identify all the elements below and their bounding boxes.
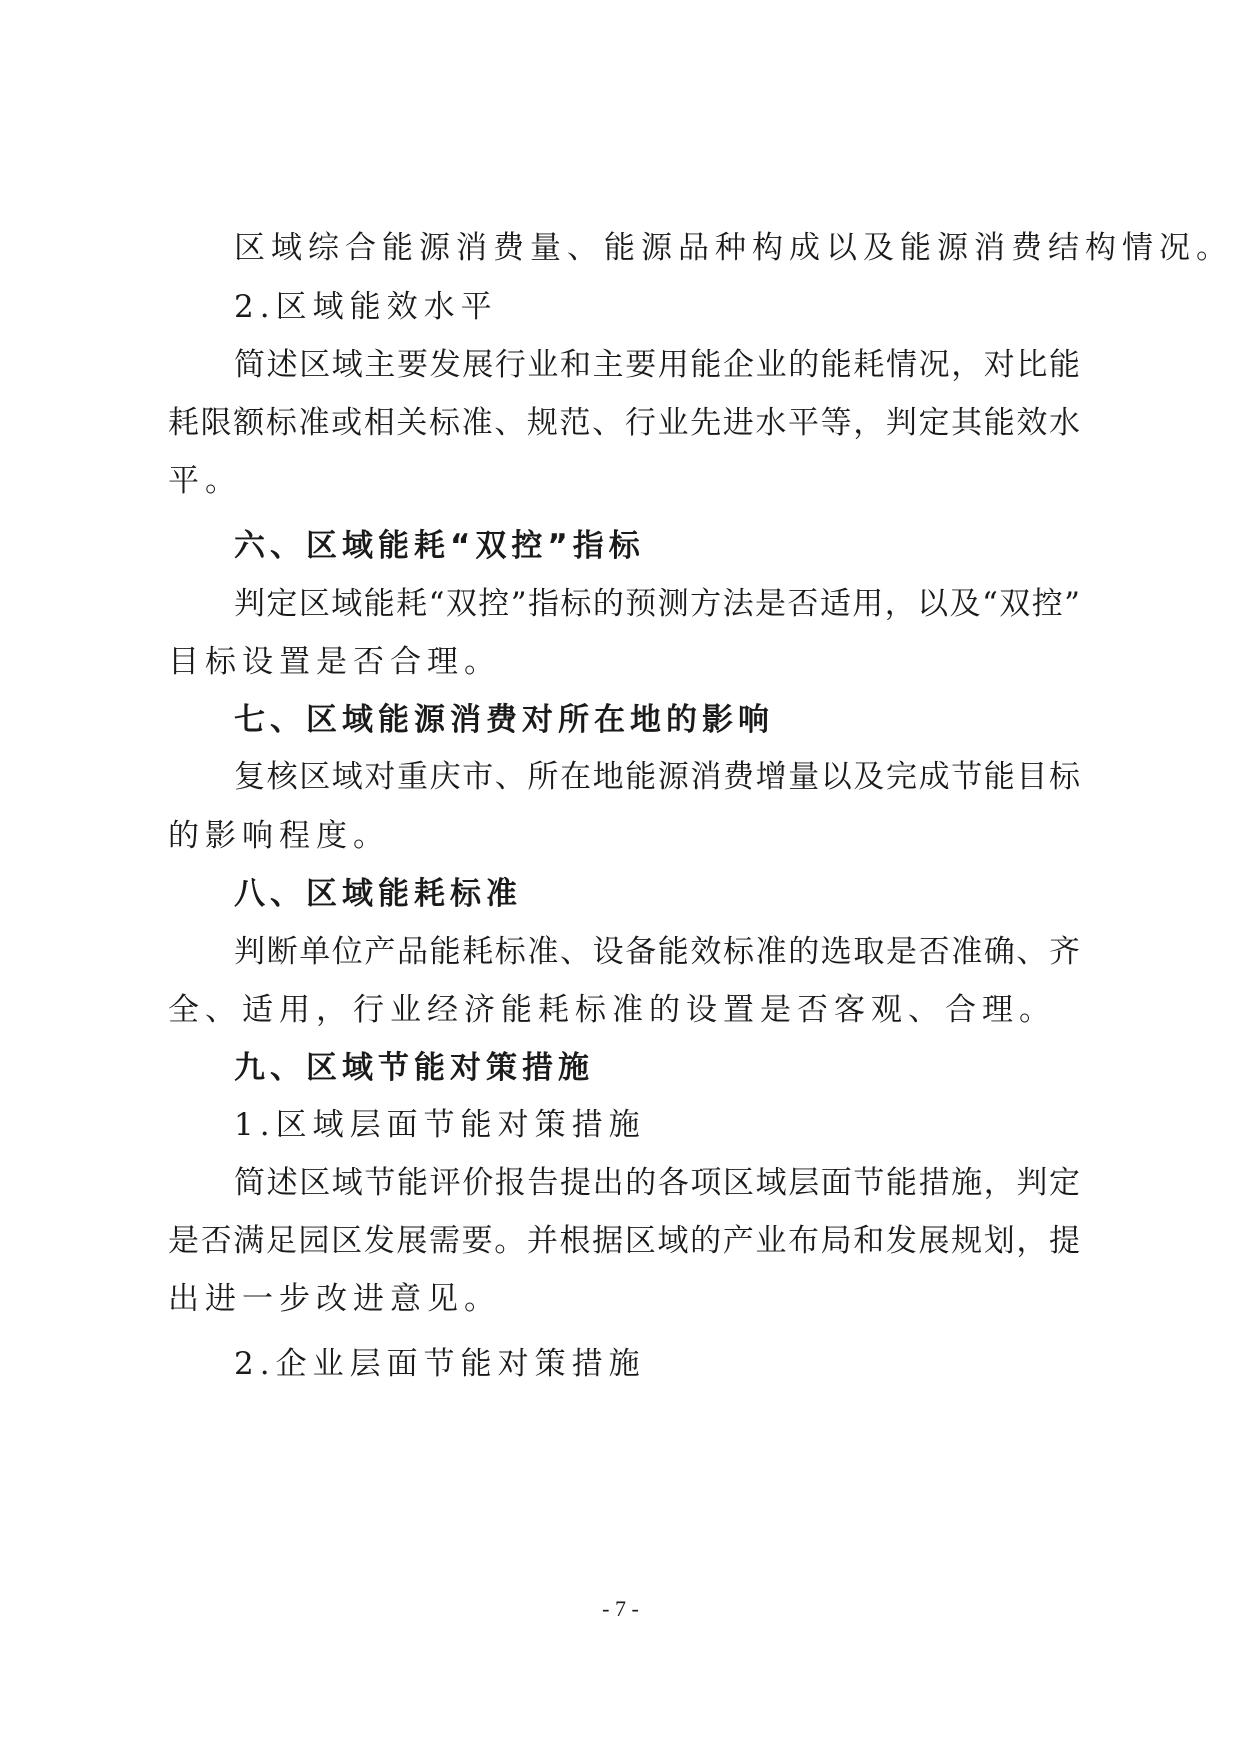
paragraph-line: 耗限额标准或相关标准、规范、行业先进水平等，判定其能效水: [168, 405, 1080, 441]
section-heading-6: 六、区域能耗“双控”指标: [234, 528, 645, 564]
paragraph-line: 判定区域能耗“双控”指标的预测方法是否适用，以及“双控”: [234, 586, 1080, 622]
subsection-title: 2.区域能效水平: [234, 289, 498, 325]
paragraph-line: 出进一步改进意见。: [168, 1281, 501, 1317]
page-number: - 7 -: [602, 1596, 639, 1621]
paragraph-line: 的影响程度。: [168, 818, 390, 854]
section-heading-8: 八、区域能耗标准: [234, 876, 522, 912]
paragraph-line: 复核区域对重庆市、所在地能源消费增量以及完成节能目标: [234, 759, 1080, 795]
section-heading-7: 七、区域能源消费对所在地的影响: [234, 702, 774, 738]
paragraph-line: 是否满足园区发展需要。并根据区域的产业布局和发展规划，提: [168, 1223, 1080, 1259]
section-heading-9: 九、区域节能对策措施: [234, 1050, 594, 1086]
paragraph-line: 全、适用，行业经济能耗标准的设置是否客观、合理。: [168, 992, 1056, 1028]
subsection-title: 1.区域层面节能对策措施: [234, 1107, 646, 1143]
paragraph-line: 区域综合能源消费量、能源品种构成以及能源消费结构情况。: [234, 230, 1233, 266]
paragraph-line: 目标设置是否合理。: [168, 644, 501, 680]
paragraph-line: 简述区域主要发展行业和主要用能企业的能耗情况，对比能: [234, 347, 1080, 383]
paragraph-line: 判断单位产品能耗标准、设备能效标准的选取是否准确、齐: [234, 934, 1080, 970]
paragraph-line: 平。: [168, 463, 242, 499]
subsection-title: 2.企业层面节能对策措施: [234, 1346, 646, 1382]
paragraph-line: 简述区域节能评价报告提出的各项区域层面节能措施，判定: [234, 1165, 1080, 1201]
